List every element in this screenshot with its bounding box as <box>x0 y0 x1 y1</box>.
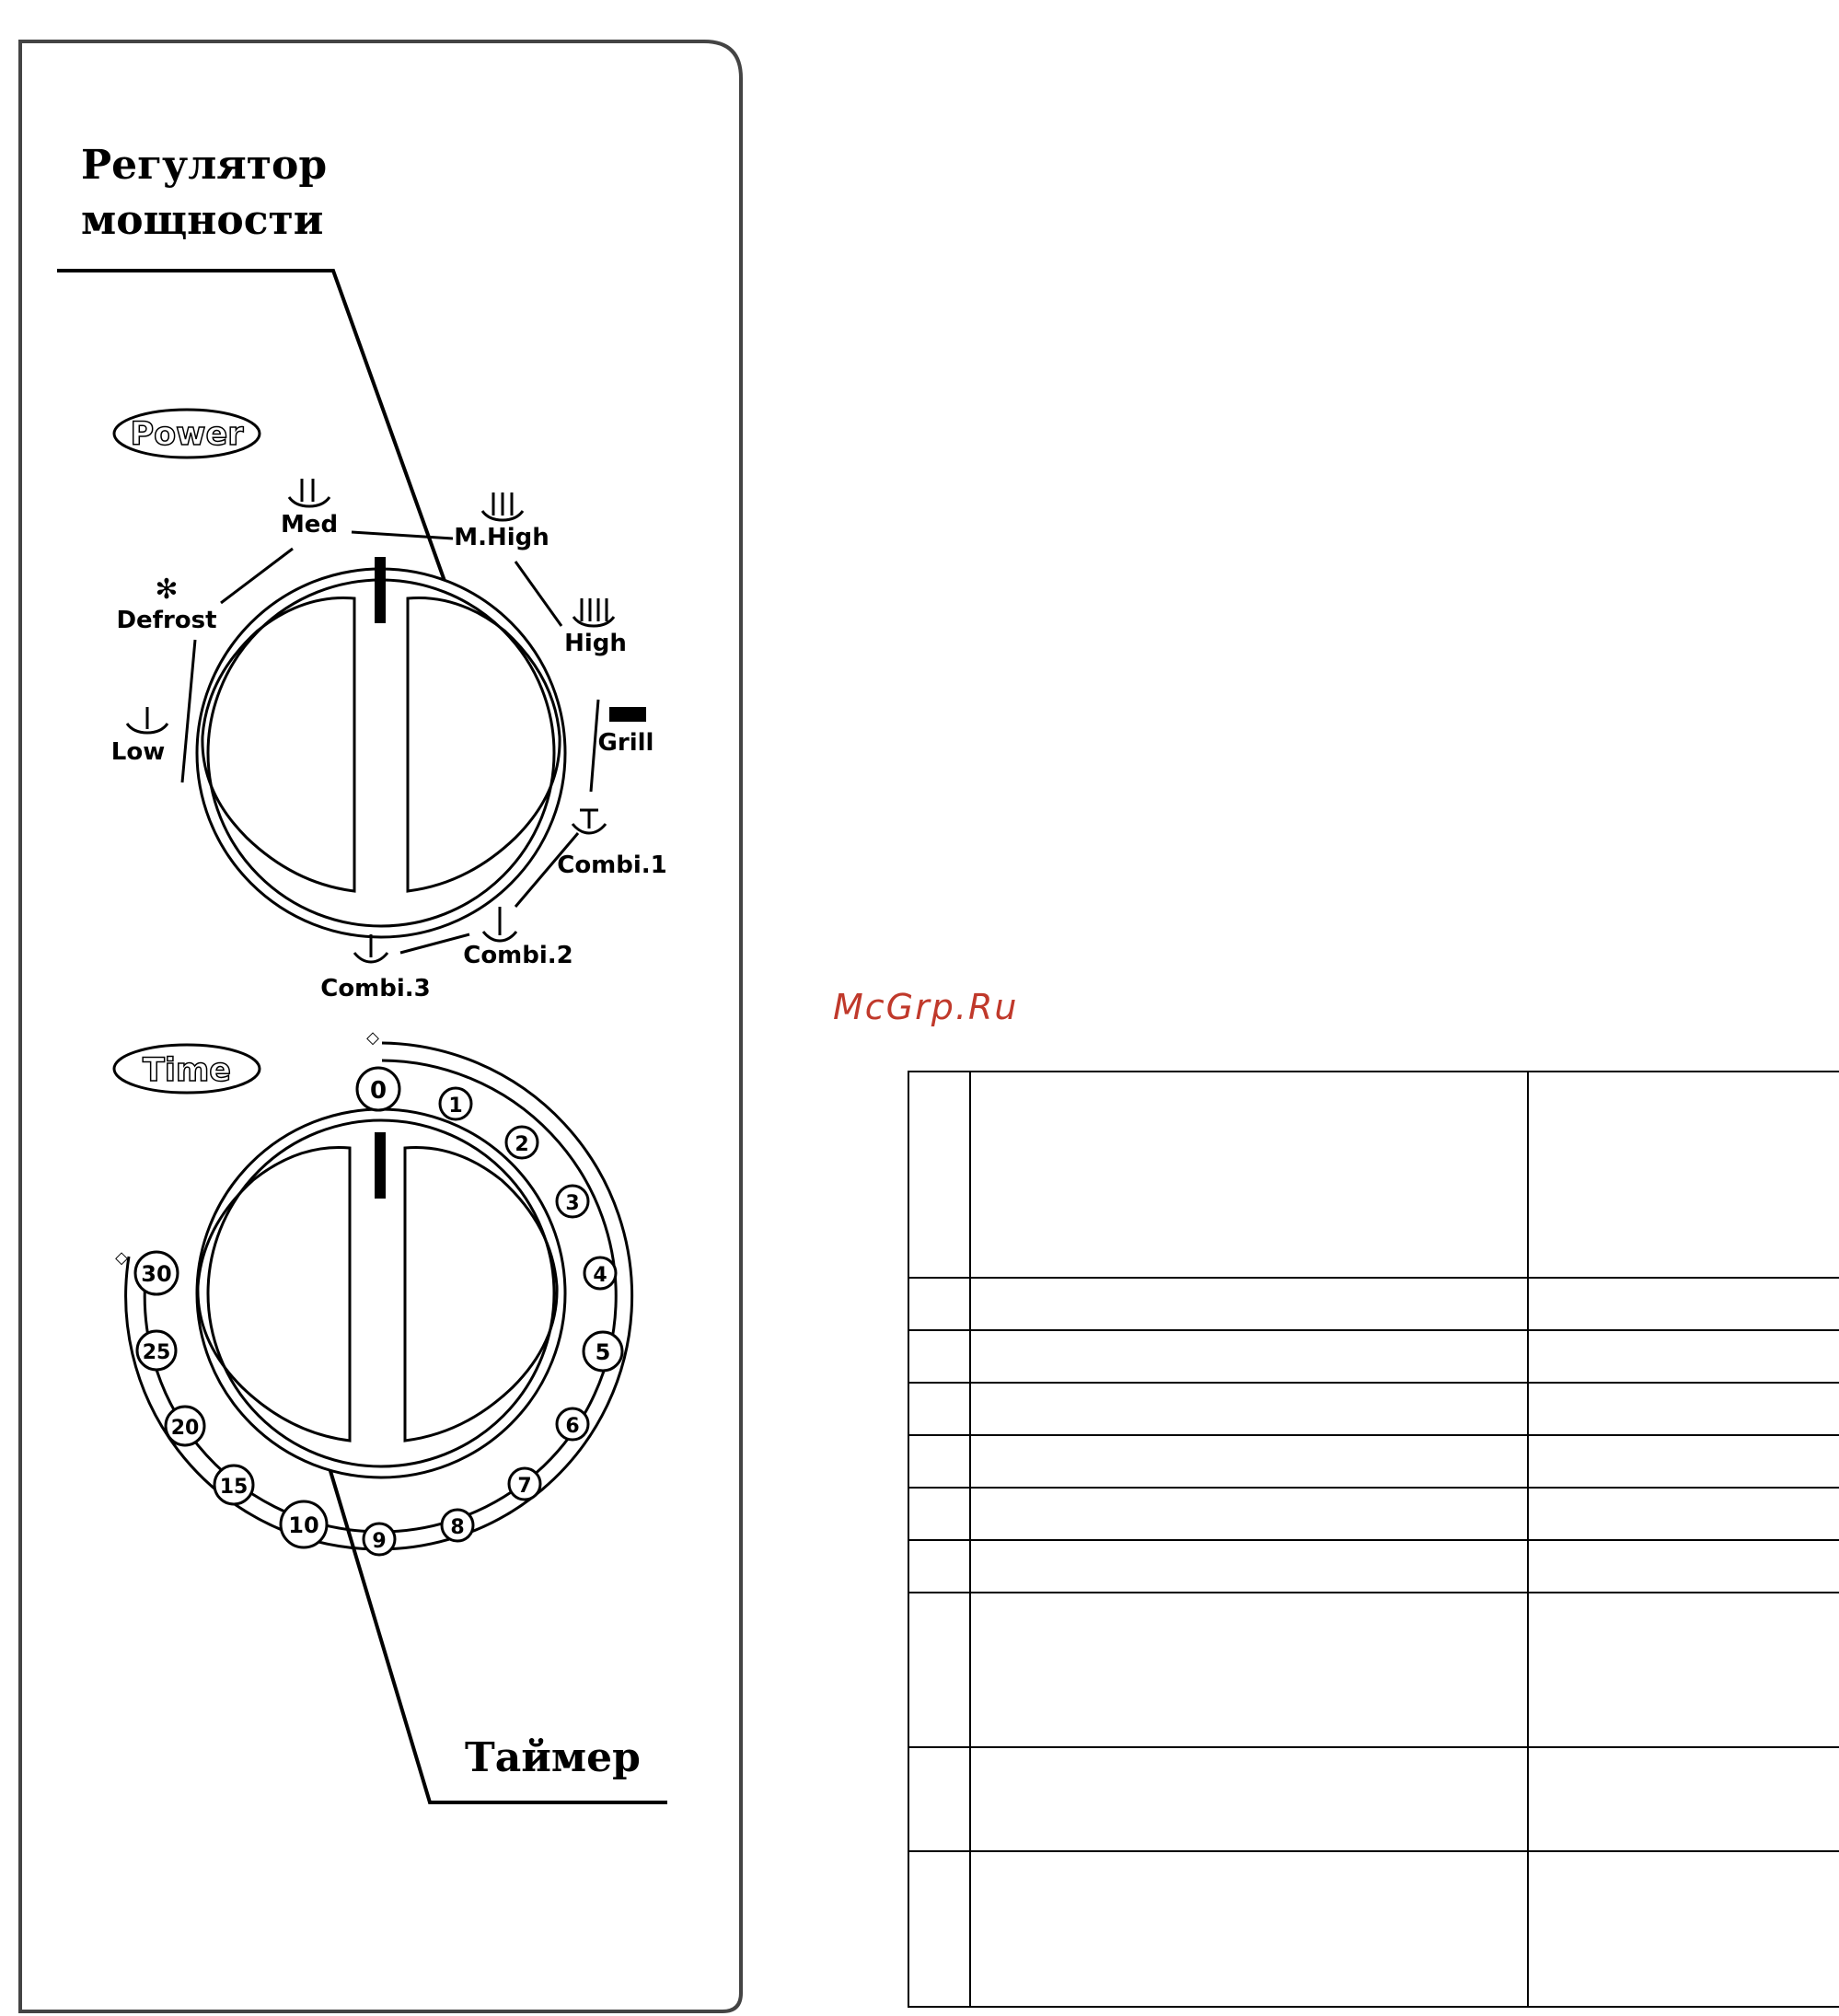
time-mark-2-label: 2 <box>515 1133 529 1156</box>
spec-table-cell <box>908 1488 970 1540</box>
time-mark-30 <box>135 1252 178 1294</box>
time-mark-20 <box>166 1407 204 1445</box>
time-mark-25-label: 25 <box>142 1341 171 1364</box>
spec-table-cell <box>908 1278 970 1330</box>
spec-table-cell <box>908 1593 970 1747</box>
spec-table-row <box>908 1278 1839 1330</box>
spec-table-cell <box>908 1851 970 2007</box>
time-knob[interactable] <box>197 1109 565 1477</box>
spec-table-cell <box>908 1383 970 1435</box>
spec-table-cell <box>908 1435 970 1488</box>
spec-table-cell <box>970 1435 1528 1488</box>
power-mode-high <box>564 598 627 657</box>
spec-table-row <box>908 1747 1839 1851</box>
time-mark-0 <box>357 1068 399 1110</box>
spec-table-row <box>908 1488 1839 1540</box>
spec-table-row <box>908 1540 1839 1593</box>
power-knob[interactable] <box>197 557 565 937</box>
spec-table-cell <box>970 1747 1528 1851</box>
time-badge-label: Time <box>142 1052 232 1089</box>
spec-table-body <box>908 1072 1839 2007</box>
spec-table-cell <box>970 1330 1528 1383</box>
time-mark-3-label: 3 <box>565 1192 580 1215</box>
time-mark-10 <box>281 1501 327 1547</box>
time-dial <box>114 1028 632 1555</box>
time-mark-1-label: 1 <box>448 1095 463 1118</box>
power-regulator-callout-line1: Регулятор <box>81 142 328 189</box>
time-mark-7-label: 7 <box>517 1475 532 1498</box>
power-mode-combi1-label: Combi.1 <box>557 852 667 879</box>
power-mode-med <box>281 479 338 539</box>
microwave-high-icon <box>573 598 614 626</box>
microwave-mhigh-icon <box>482 492 523 520</box>
time-mark-6-label: 6 <box>565 1415 580 1438</box>
microwave-low-icon <box>127 707 168 733</box>
power-mode-defrost-label: Defrost <box>116 607 217 634</box>
spec-table-row <box>908 1851 1839 2007</box>
spec-table-cell <box>908 1072 970 1278</box>
time-badge <box>114 1045 260 1093</box>
spec-table <box>908 1071 1839 2008</box>
timer-callout-label: Таймер <box>465 1734 641 1781</box>
power-mode-combi3 <box>320 934 431 1002</box>
spec-table-cell <box>970 1851 1528 2007</box>
spec-table-row <box>908 1072 1839 1278</box>
spec-table-cell <box>1528 1593 1839 1747</box>
time-end-diamond-icon: ◇ <box>115 1248 128 1268</box>
combi2-icon <box>483 907 516 941</box>
time-mark-6 <box>557 1408 588 1440</box>
power-mode-grill <box>598 707 654 757</box>
time-mark-7 <box>509 1468 540 1500</box>
time-mark-15 <box>214 1466 253 1504</box>
spec-table-cell <box>970 1488 1528 1540</box>
time-mark-2 <box>506 1127 538 1158</box>
power-regulator-callout <box>81 138 327 249</box>
spec-table-row <box>908 1330 1839 1383</box>
time-mark-0-label: 0 <box>369 1077 387 1105</box>
power-mode-combi1 <box>557 810 667 879</box>
control-panel-frame <box>20 41 741 2011</box>
time-mark-10-label: 10 <box>288 1512 319 1538</box>
spec-table-cell <box>970 1278 1528 1330</box>
time-mark-25 <box>137 1331 176 1370</box>
power-mode-combi2 <box>463 907 573 969</box>
spec-table-cell <box>908 1747 970 1851</box>
time-mark-4 <box>584 1257 616 1289</box>
power-mode-defrost <box>116 574 216 634</box>
power-mode-mhigh-label: M.High <box>454 524 549 551</box>
spec-table-cell <box>1528 1435 1839 1488</box>
power-regulator-callout-line2: мощности <box>81 197 324 244</box>
spec-table-cell <box>1528 1278 1839 1330</box>
time-mark-1 <box>440 1088 471 1119</box>
time-mark-8 <box>442 1510 473 1541</box>
time-knob-pointer <box>375 1132 386 1199</box>
power-mode-combi3-label: Combi.3 <box>320 975 431 1002</box>
time-mark-3 <box>557 1186 588 1217</box>
power-mode-high-label: High <box>564 630 627 657</box>
spec-table-cell <box>970 1383 1528 1435</box>
time-mark-9-label: 9 <box>372 1530 387 1553</box>
timer-callout <box>465 1731 641 1786</box>
spec-table-cell <box>1528 1747 1839 1851</box>
spec-table-row <box>908 1593 1839 1747</box>
time-mark-5-label: 5 <box>595 1339 611 1365</box>
power-mode-grill-label: Grill <box>597 729 654 757</box>
spec-table-cell <box>1528 1383 1839 1435</box>
power-mode-med-label: Med <box>280 511 339 539</box>
time-mark-5 <box>584 1332 622 1371</box>
spec-table-cell <box>970 1072 1528 1278</box>
time-mark-8-label: 8 <box>450 1516 465 1539</box>
power-dial <box>111 410 667 1002</box>
spec-table-cell <box>1528 1540 1839 1593</box>
time-mark-30-label: 30 <box>141 1261 172 1287</box>
power-mode-combi2-label: Combi.2 <box>463 942 573 969</box>
spec-table-cell <box>1528 1488 1839 1540</box>
spec-table-cell <box>970 1593 1528 1747</box>
grill-icon <box>609 707 646 722</box>
spec-table-cell <box>1528 1072 1839 1278</box>
power-badge-label: Power <box>130 416 244 453</box>
time-mark-15-label: 15 <box>219 1476 249 1499</box>
time-mark-20-label: 20 <box>170 1417 200 1440</box>
watermark: McGrp.Ru <box>833 987 1019 1027</box>
power-knob-pointer <box>375 557 386 623</box>
spec-table-row <box>908 1435 1839 1488</box>
combi3-icon <box>354 934 387 962</box>
power-badge <box>114 410 260 458</box>
power-mode-low-label: Low <box>110 738 166 766</box>
spec-table-cell <box>1528 1851 1839 2007</box>
spec-table-cell <box>1528 1330 1839 1383</box>
spec-table-row <box>908 1383 1839 1435</box>
microwave-med-icon <box>289 479 330 506</box>
snowflake-icon: ✻ <box>155 574 179 606</box>
time-start-diamond-icon: ◇ <box>366 1028 379 1048</box>
power-mode-mhigh <box>454 492 549 551</box>
spec-table-cell <box>908 1540 970 1593</box>
spec-table-cell <box>970 1540 1528 1593</box>
time-mark-9 <box>364 1524 395 1555</box>
spec-table-cell <box>908 1330 970 1383</box>
time-mark-4-label: 4 <box>593 1264 607 1287</box>
combi1-icon <box>573 810 606 833</box>
power-mode-low <box>111 707 168 766</box>
